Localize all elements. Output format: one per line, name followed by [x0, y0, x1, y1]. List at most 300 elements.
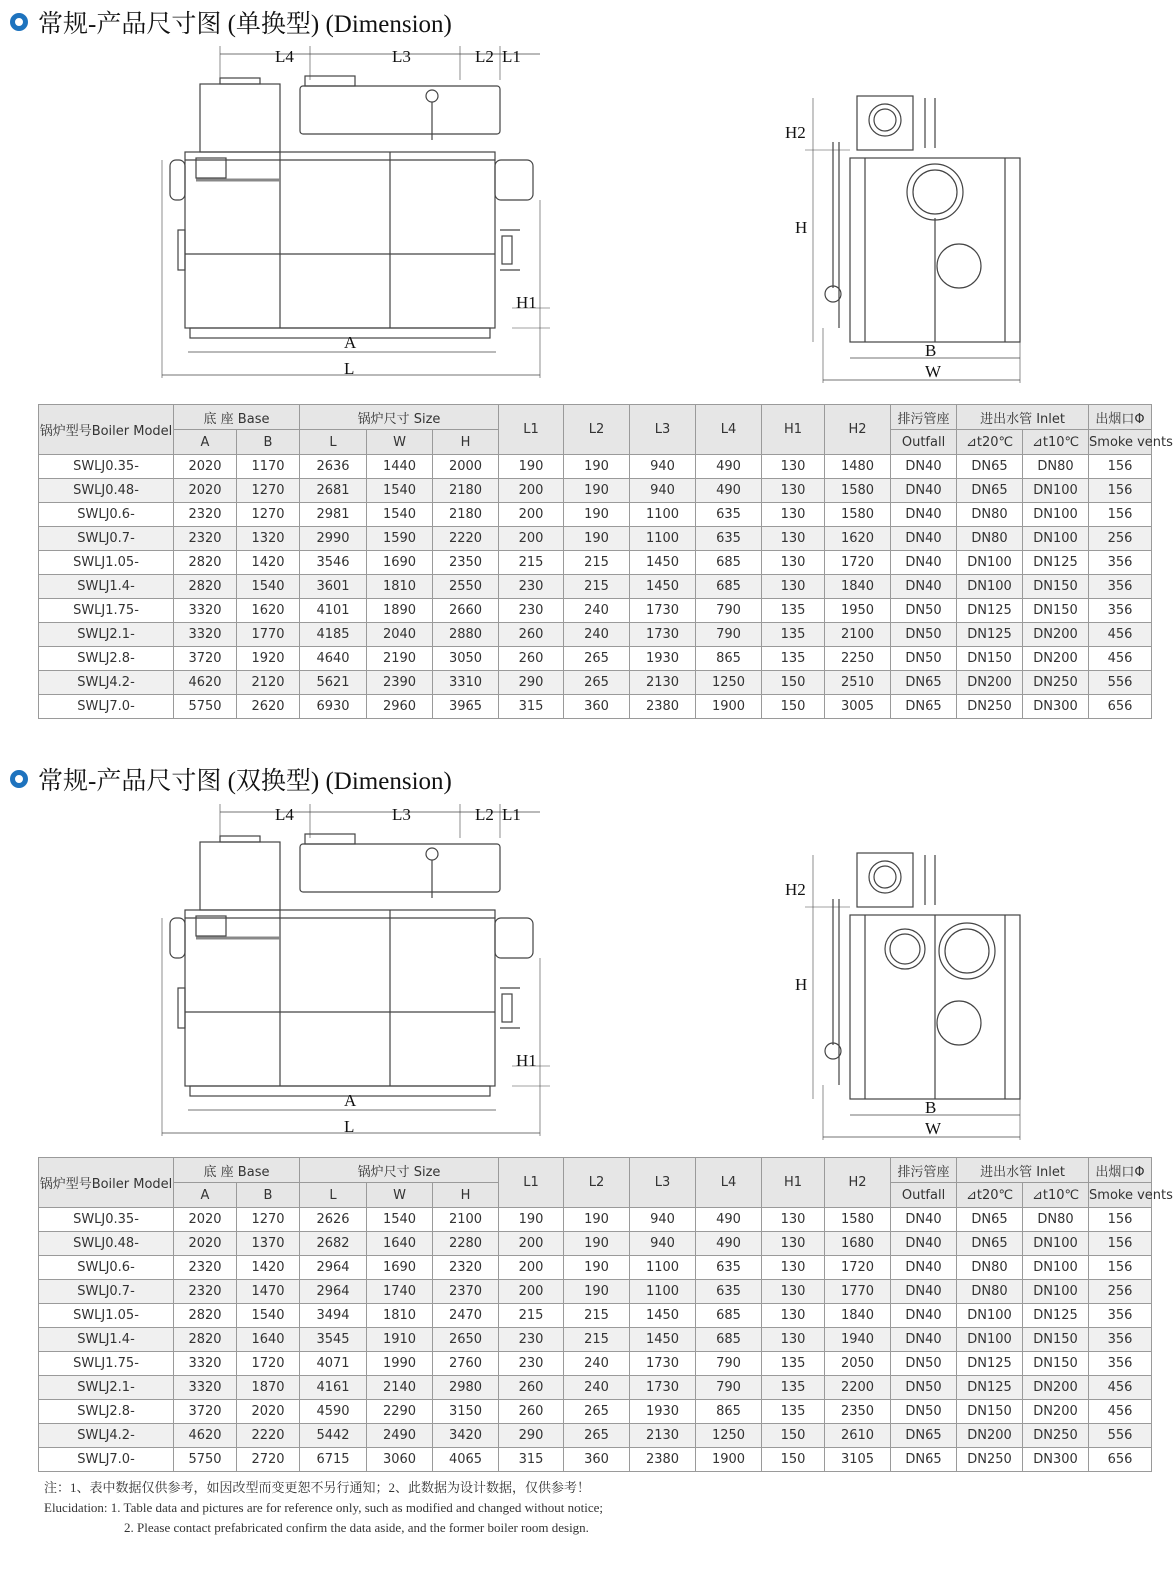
- table-cell: 4065: [433, 1448, 499, 1472]
- col-header-size: 锅炉尺寸 Size: [300, 405, 499, 430]
- table-cell: 130: [762, 1280, 825, 1304]
- table-cell: 3005: [825, 695, 891, 719]
- table-row: [39, 551, 1152, 575]
- table-cell: 940: [630, 455, 696, 479]
- table-row: [39, 1304, 1152, 1328]
- table-cell: 3050: [433, 647, 499, 671]
- table-cell: 3545: [300, 1328, 367, 1352]
- table-cell: DN150: [1023, 599, 1089, 623]
- table-cell: DN80: [957, 527, 1023, 551]
- table-cell: DN80: [957, 503, 1023, 527]
- col-header-smoke-en: Smoke vents: [1089, 430, 1152, 455]
- table-cell: 2350: [433, 551, 499, 575]
- table-cell: 5621: [300, 671, 367, 695]
- cell-model: SWLJ0.7-: [39, 1280, 174, 1304]
- table-cell: 5750: [174, 1448, 237, 1472]
- table-cell: 3060: [367, 1448, 433, 1472]
- table-row: [39, 479, 1152, 503]
- table-cell: DN250: [957, 695, 1023, 719]
- table-cell: 200: [499, 527, 564, 551]
- table-cell: DN65: [957, 1208, 1023, 1232]
- table-cell: DN125: [957, 599, 1023, 623]
- table-cell: 1870: [237, 1376, 300, 1400]
- table-cell: DN50: [891, 599, 957, 623]
- table-cell: DN200: [1023, 623, 1089, 647]
- col-header-b: B: [237, 1183, 300, 1208]
- table-cell: 240: [564, 1352, 630, 1376]
- table-cell: DN100: [957, 575, 1023, 599]
- table-cell: 1580: [825, 479, 891, 503]
- table-cell: 6715: [300, 1448, 367, 1472]
- cell-model: SWLJ2.8-: [39, 1400, 174, 1424]
- table-cell: 456: [1089, 1400, 1152, 1424]
- col-header-t20: ⊿t20℃: [957, 1183, 1023, 1208]
- col-header-size: 锅炉尺寸 Size: [300, 1158, 499, 1183]
- col-header-outfall-en: Outfall: [891, 1183, 957, 1208]
- table-cell: 2290: [367, 1400, 433, 1424]
- table-cell: 1740: [367, 1280, 433, 1304]
- table-cell: 150: [762, 1448, 825, 1472]
- table-cell: 190: [564, 1256, 630, 1280]
- table-cell: 2550: [433, 575, 499, 599]
- table-cell: 2020: [174, 1208, 237, 1232]
- table-cell: 1170: [237, 455, 300, 479]
- dim-label-h2: H2: [785, 880, 806, 899]
- table-cell: DN50: [891, 1352, 957, 1376]
- dim-label-h: H: [795, 218, 808, 237]
- table-cell: 356: [1089, 1328, 1152, 1352]
- table-cell: 556: [1089, 671, 1152, 695]
- table-cell: DN150: [957, 647, 1023, 671]
- table-cell: 2990: [300, 527, 367, 551]
- table-cell: 2100: [825, 623, 891, 647]
- col-header-l4: L4: [696, 405, 762, 455]
- col-header-model: 锅炉型号Boiler Model: [39, 1158, 174, 1208]
- table-cell: 2100: [433, 1208, 499, 1232]
- table-cell: 1930: [630, 1400, 696, 1424]
- table-cell: 6930: [300, 695, 367, 719]
- table-cell: 156: [1089, 479, 1152, 503]
- dim-label-l4: L4: [275, 805, 294, 824]
- col-header-smoke-cn: 出烟口Φ: [1089, 405, 1152, 430]
- table-cell: 260: [499, 1376, 564, 1400]
- table-cell: DN200: [957, 1424, 1023, 1448]
- table-cell: DN250: [957, 1448, 1023, 1472]
- table-cell: 4590: [300, 1400, 367, 1424]
- table-cell: 265: [564, 1424, 630, 1448]
- col-header-b: B: [237, 430, 300, 455]
- table-cell: 3601: [300, 575, 367, 599]
- table-cell: 1270: [237, 479, 300, 503]
- table-cell: DN65: [957, 479, 1023, 503]
- table-cell: 190: [564, 527, 630, 551]
- table-cell: 2370: [433, 1280, 499, 1304]
- table-cell: 2820: [174, 551, 237, 575]
- dim-label-l1: L1: [502, 47, 521, 66]
- table-cell: DN100: [1023, 479, 1089, 503]
- table-cell: DN65: [891, 671, 957, 695]
- table-cell: 685: [696, 1304, 762, 1328]
- table-cell: 2200: [825, 1376, 891, 1400]
- table-cell: 865: [696, 1400, 762, 1424]
- table-row: [39, 1448, 1152, 1472]
- table-row: [39, 1424, 1152, 1448]
- table-cell: 190: [499, 1208, 564, 1232]
- table-cell: 156: [1089, 1256, 1152, 1280]
- table-cell: 2980: [433, 1376, 499, 1400]
- table-cell: 2610: [825, 1424, 891, 1448]
- table-cell: 135: [762, 623, 825, 647]
- table-cell: 790: [696, 1376, 762, 1400]
- table-cell: 2180: [433, 479, 499, 503]
- note-en-1: Elucidation: 1. Table data and pictures are for reference only, such as modified and changed without notice;: [44, 1500, 603, 1515]
- table-cell: DN125: [1023, 1304, 1089, 1328]
- table-cell: 2250: [825, 647, 891, 671]
- table-cell: 240: [564, 599, 630, 623]
- cell-model: SWLJ1.75-: [39, 599, 174, 623]
- table-cell: DN40: [891, 1208, 957, 1232]
- table-cell: 360: [564, 695, 630, 719]
- dim-label-l3: L3: [392, 47, 411, 66]
- col-header-h: H: [433, 430, 499, 455]
- table-cell: 1270: [237, 1208, 300, 1232]
- table-cell: 1450: [630, 575, 696, 599]
- table-cell: 265: [564, 1400, 630, 1424]
- table-cell: DN300: [1023, 695, 1089, 719]
- table-cell: 265: [564, 671, 630, 695]
- table-cell: 230: [499, 575, 564, 599]
- cell-model: SWLJ2.8-: [39, 647, 174, 671]
- table-cell: 685: [696, 551, 762, 575]
- table-cell: DN150: [1023, 575, 1089, 599]
- table-cell: DN50: [891, 623, 957, 647]
- table-cell: 130: [762, 1304, 825, 1328]
- table-cell: 1100: [630, 503, 696, 527]
- table-row: [39, 1256, 1152, 1280]
- table-cell: 1810: [367, 575, 433, 599]
- col-header-smoke-cn: 出烟口Φ: [1089, 1158, 1152, 1183]
- notes-block: [44, 1478, 603, 1538]
- dim-label-a: A: [344, 333, 357, 352]
- table-cell: 1370: [237, 1232, 300, 1256]
- table-cell: 215: [564, 1328, 630, 1352]
- table-cell: 2320: [174, 527, 237, 551]
- table-cell: DN50: [891, 1376, 957, 1400]
- table-cell: 1270: [237, 503, 300, 527]
- table-cell: 2130: [630, 671, 696, 695]
- cell-model: SWLJ0.48-: [39, 1232, 174, 1256]
- table-cell: 2140: [367, 1376, 433, 1400]
- table-cell: 1450: [630, 1328, 696, 1352]
- table-cell: 2320: [174, 503, 237, 527]
- table-row: [39, 695, 1152, 719]
- dim-label-h2: H2: [785, 123, 806, 142]
- table-cell: 1990: [367, 1352, 433, 1376]
- table-cell: 1320: [237, 527, 300, 551]
- col-header-l3: L3: [630, 1158, 696, 1208]
- section-title-double: [10, 761, 452, 797]
- table-cell: 190: [564, 1280, 630, 1304]
- dim-label-a: A: [344, 1091, 357, 1110]
- cell-model: SWLJ2.1-: [39, 1376, 174, 1400]
- table-cell: 1580: [825, 1208, 891, 1232]
- table-cell: 2380: [630, 695, 696, 719]
- table-cell: 190: [499, 455, 564, 479]
- table-cell: 2020: [174, 1232, 237, 1256]
- table-cell: DN125: [957, 1376, 1023, 1400]
- note-cn: 注：1、表中数据仅供参考，如因改型而变更恕不另行通知；2、此数据为设计数据，仅供参考！: [44, 1480, 591, 1495]
- cell-model: SWLJ0.48-: [39, 479, 174, 503]
- table-cell: 1100: [630, 527, 696, 551]
- table-cell: 1920: [237, 647, 300, 671]
- table-cell: 1540: [367, 1208, 433, 1232]
- spec-table-single: [38, 404, 1173, 719]
- dim-label-w: W: [925, 1119, 942, 1138]
- table-cell: 4620: [174, 671, 237, 695]
- table-cell: 1840: [825, 1304, 891, 1328]
- col-header-l1: L1: [499, 405, 564, 455]
- table-cell: 2820: [174, 1304, 237, 1328]
- table-row: [39, 1280, 1152, 1304]
- table-cell: 456: [1089, 647, 1152, 671]
- table-row: [39, 1352, 1152, 1376]
- table-cell: 2681: [300, 479, 367, 503]
- table-cell: 315: [499, 1448, 564, 1472]
- table-cell: 356: [1089, 575, 1152, 599]
- table-cell: 490: [696, 455, 762, 479]
- table-cell: DN100: [1023, 1256, 1089, 1280]
- table-cell: 2820: [174, 1328, 237, 1352]
- table-cell: 1250: [696, 1424, 762, 1448]
- table-cell: DN125: [1023, 551, 1089, 575]
- table-cell: 635: [696, 527, 762, 551]
- table-cell: 490: [696, 479, 762, 503]
- table-cell: DN150: [957, 1400, 1023, 1424]
- table-cell: 2964: [300, 1280, 367, 1304]
- table-cell: 3105: [825, 1448, 891, 1472]
- table-cell: 230: [499, 1352, 564, 1376]
- cell-model: SWLJ0.6-: [39, 503, 174, 527]
- table-cell: 156: [1089, 1208, 1152, 1232]
- table-cell: 1910: [367, 1328, 433, 1352]
- table-row: [39, 647, 1152, 671]
- table-cell: 190: [564, 503, 630, 527]
- front-view-drawing-single: [775, 88, 1035, 388]
- table-cell: 1590: [367, 527, 433, 551]
- table-cell: 1640: [367, 1232, 433, 1256]
- table-cell: 2390: [367, 671, 433, 695]
- table-cell: 635: [696, 1280, 762, 1304]
- dim-label-h1: H1: [516, 1051, 537, 1070]
- table-cell: 356: [1089, 1352, 1152, 1376]
- table-cell: 290: [499, 1424, 564, 1448]
- table-cell: 2020: [174, 479, 237, 503]
- table-cell: 200: [499, 503, 564, 527]
- table-cell: DN50: [891, 1400, 957, 1424]
- table-cell: 865: [696, 647, 762, 671]
- cell-model: SWLJ0.35-: [39, 455, 174, 479]
- table-cell: 3320: [174, 599, 237, 623]
- table-row: [39, 1208, 1152, 1232]
- table-cell: 130: [762, 1232, 825, 1256]
- table-cell: DN100: [957, 1328, 1023, 1352]
- col-header-w: W: [367, 1183, 433, 1208]
- table-cell: 1720: [237, 1352, 300, 1376]
- table-row: [39, 623, 1152, 647]
- table-cell: 1420: [237, 551, 300, 575]
- table-cell: 3320: [174, 623, 237, 647]
- cell-model: SWLJ2.1-: [39, 623, 174, 647]
- table-cell: 4101: [300, 599, 367, 623]
- table-cell: 2660: [433, 599, 499, 623]
- table-cell: 2820: [174, 575, 237, 599]
- table-cell: 2050: [825, 1352, 891, 1376]
- table-cell: 2220: [237, 1424, 300, 1448]
- col-header-inlet: 进出水管 Inlet: [957, 1158, 1089, 1183]
- table-cell: 1770: [237, 623, 300, 647]
- table-cell: 940: [630, 1232, 696, 1256]
- table-cell: 3150: [433, 1400, 499, 1424]
- cell-model: SWLJ0.6-: [39, 1256, 174, 1280]
- table-cell: 1930: [630, 647, 696, 671]
- table-cell: 1540: [237, 1304, 300, 1328]
- cell-model: SWLJ1.4-: [39, 575, 174, 599]
- col-header-h: H: [433, 1183, 499, 1208]
- table-cell: DN40: [891, 575, 957, 599]
- table-cell: DN80: [957, 1256, 1023, 1280]
- table-cell: 135: [762, 1352, 825, 1376]
- table-cell: 2620: [237, 695, 300, 719]
- table-cell: DN65: [891, 1424, 957, 1448]
- dim-label-w: W: [925, 362, 942, 381]
- section-heading-text: 常规-产品尺寸图 (单换型) (Dimension): [38, 11, 452, 38]
- table-cell: DN40: [891, 1256, 957, 1280]
- table-cell: DN40: [891, 551, 957, 575]
- table-cell: 940: [630, 1208, 696, 1232]
- table-cell: 2040: [367, 623, 433, 647]
- spec-table-double: [38, 1157, 1173, 1472]
- table-cell: DN150: [1023, 1328, 1089, 1352]
- table-row: [39, 1328, 1152, 1352]
- table-cell: 1480: [825, 455, 891, 479]
- table-cell: 135: [762, 599, 825, 623]
- col-header-l2: L2: [564, 405, 630, 455]
- table-cell: DN50: [891, 647, 957, 671]
- table-cell: 635: [696, 503, 762, 527]
- table-cell: 265: [564, 647, 630, 671]
- table-cell: 790: [696, 599, 762, 623]
- table-cell: 2130: [630, 1424, 696, 1448]
- table-cell: 490: [696, 1208, 762, 1232]
- table-cell: DN80: [957, 1280, 1023, 1304]
- dim-label-b: B: [925, 1098, 937, 1117]
- table-row: [39, 1376, 1152, 1400]
- table-cell: 256: [1089, 527, 1152, 551]
- col-header-l: L: [300, 430, 367, 455]
- table-cell: 130: [762, 503, 825, 527]
- dim-label-l2: L2: [475, 47, 494, 66]
- table-cell: 1690: [367, 551, 433, 575]
- cell-model: SWLJ0.35-: [39, 1208, 174, 1232]
- table-cell: 130: [762, 479, 825, 503]
- table-cell: DN300: [1023, 1448, 1089, 1472]
- table-cell: 135: [762, 1376, 825, 1400]
- table-cell: 1730: [630, 599, 696, 623]
- table-cell: 2380: [630, 1448, 696, 1472]
- table-cell: 130: [762, 575, 825, 599]
- col-header-l: L: [300, 1183, 367, 1208]
- table-cell: 190: [564, 479, 630, 503]
- table-row: [39, 575, 1152, 599]
- cell-model: SWLJ4.2-: [39, 671, 174, 695]
- table-cell: 5442: [300, 1424, 367, 1448]
- col-header-h2: H2: [825, 405, 891, 455]
- cell-model: SWLJ7.0-: [39, 695, 174, 719]
- col-header-smoke-en: Smoke vents: [1089, 1183, 1152, 1208]
- col-header-model: 锅炉型号Boiler Model: [39, 405, 174, 455]
- table-cell: 130: [762, 551, 825, 575]
- table-cell: 490: [696, 1232, 762, 1256]
- table-cell: 2981: [300, 503, 367, 527]
- table-cell: 240: [564, 623, 630, 647]
- table-cell: 2280: [433, 1232, 499, 1256]
- table-cell: DN65: [891, 1448, 957, 1472]
- table-cell: 230: [499, 1328, 564, 1352]
- table-cell: 940: [630, 479, 696, 503]
- table-cell: 1730: [630, 623, 696, 647]
- table-cell: 1450: [630, 1304, 696, 1328]
- table-cell: DN125: [957, 1352, 1023, 1376]
- table-cell: 1470: [237, 1280, 300, 1304]
- table-cell: 3720: [174, 1400, 237, 1424]
- table-cell: 2020: [174, 455, 237, 479]
- table-cell: 290: [499, 671, 564, 695]
- table-cell: 2320: [174, 1256, 237, 1280]
- table-cell: 1540: [237, 575, 300, 599]
- table-cell: 2650: [433, 1328, 499, 1352]
- table-cell: 3420: [433, 1424, 499, 1448]
- table-cell: DN200: [1023, 1400, 1089, 1424]
- table-cell: 635: [696, 1256, 762, 1280]
- table-cell: 215: [564, 1304, 630, 1328]
- cell-model: SWLJ1.4-: [39, 1328, 174, 1352]
- table-cell: 156: [1089, 1232, 1152, 1256]
- table-cell: DN40: [891, 455, 957, 479]
- col-header-outfall-cn: 排污管座: [891, 1158, 957, 1183]
- dim-label-l: L: [344, 1117, 355, 1136]
- table-cell: 315: [499, 695, 564, 719]
- table-cell: DN40: [891, 1304, 957, 1328]
- table-cell: 135: [762, 1400, 825, 1424]
- table-cell: 356: [1089, 551, 1152, 575]
- table-cell: 130: [762, 1328, 825, 1352]
- col-header-base: 底 座 Base: [174, 405, 300, 430]
- table-cell: 200: [499, 1256, 564, 1280]
- table-cell: 2320: [433, 1256, 499, 1280]
- table-cell: 1940: [825, 1328, 891, 1352]
- bullet-icon: [10, 770, 28, 788]
- dim-label-l3: L3: [392, 805, 411, 824]
- table-cell: 2320: [174, 1280, 237, 1304]
- table-cell: 1840: [825, 575, 891, 599]
- table-cell: 1580: [825, 503, 891, 527]
- table-cell: 2682: [300, 1232, 367, 1256]
- table-cell: 130: [762, 1208, 825, 1232]
- table-cell: DN100: [957, 551, 1023, 575]
- table-cell: 790: [696, 1352, 762, 1376]
- col-header-l4: L4: [696, 1158, 762, 1208]
- table-cell: 1900: [696, 1448, 762, 1472]
